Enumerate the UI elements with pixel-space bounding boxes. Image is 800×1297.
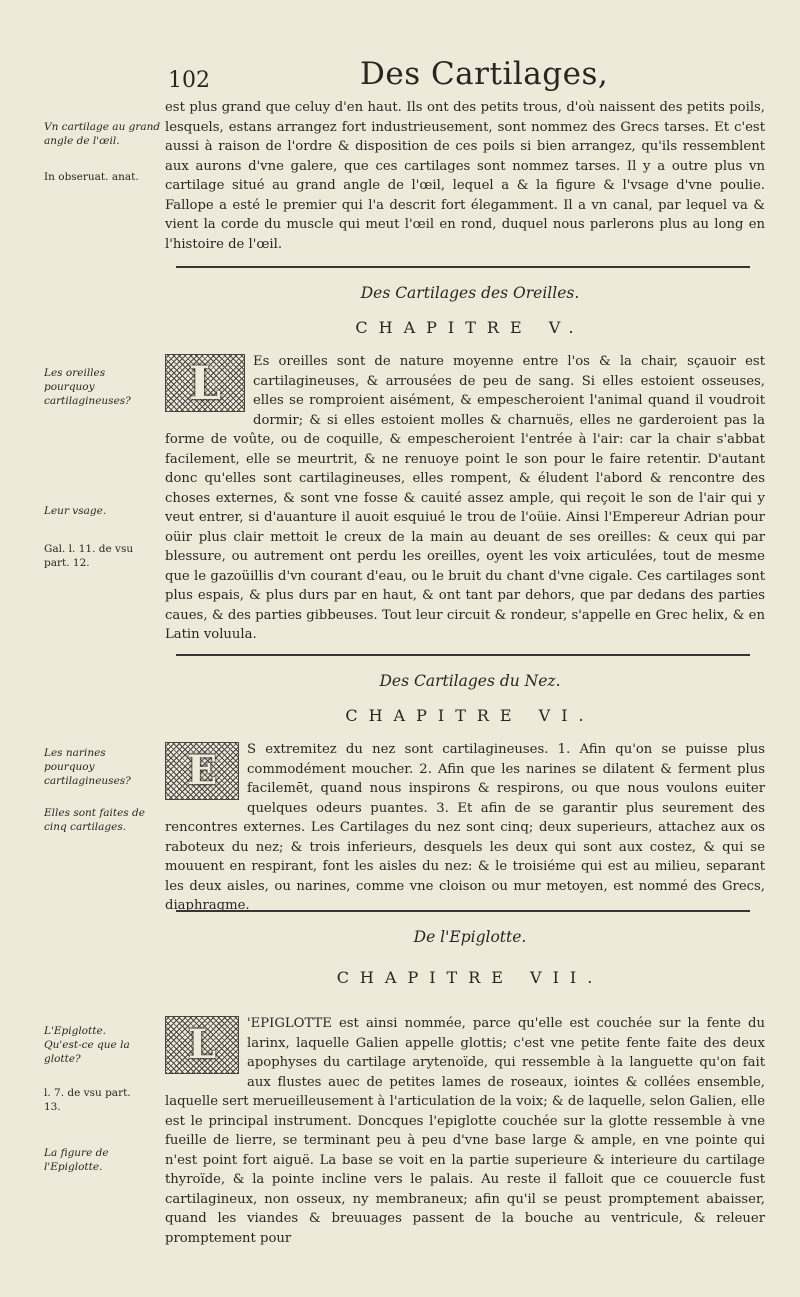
margin-note: L'Epiglotte. Qu'est-ce que la glotte? (44, 1025, 130, 1065)
margin-note: Vn cartilage au grand angle de l'œil. (44, 121, 161, 147)
decorated-initial: L (165, 354, 245, 412)
chapter-heading: CHAPITRE VI. (345, 706, 595, 725)
chapter-heading: CHAPITRE VII. (336, 968, 604, 987)
section-text (165, 352, 765, 645)
decorated-initial: E (165, 742, 239, 800)
page-header (160, 56, 760, 96)
section-body: 'EPIGLOTTE est ainsi nommée, parce qu'elle est couchée sur la fente du larinx, laquelle Galien appelle glottis; c'est vne petite fente faite des deux apophyses du cartilage arytenoïde, qui ressemble à la languette qu'on fait aux flustes auec de petites lames de roseaux, iointes & collées ensemble, laquelle sert merueilleusement à l'articulation de la voix; & de laquelle, selon Galien, elle est le principal instrument. Doncques l'epiglotte couchée sur la glotte ressemble à vne fueille de lierre, se terminant peu à peu d'vne base large & ample, en vne pointe qui n'est point fort aiguë. La base se voit en la partie superieure & interieure du cartilage thyroïde, & la pointe incline vers le palais. Au reste il falloit que ce couuercle fust cartilagineux, non osseux, ny membraneux; afin qu'il se peust promptement abaisser, quand les viandes & breuuages passent de la bouche au ventricule, & releuer promptement pour (165, 1016, 765, 1246)
section-divider (176, 654, 750, 656)
margin-note: Les narines pourquoy cartilagineuses? (44, 747, 131, 787)
margin-note: Les oreilles pourquoy cartilagineuses? (44, 367, 131, 407)
page-number: 102 (168, 68, 210, 93)
running-title: Des Cartilages, (360, 56, 609, 92)
section-title: De l'Epiglotte. (413, 928, 527, 946)
intro-paragraph: est plus grand que celuy d'en haut. Ils ont des petits trous, d'où naissent des petits poils, lesquels, estans arrangez fort industrieusement, sont nommez des Grecs tarses. Et c'est aussi à raison de l'ordre & disposition de ces poils si bien arrangez, qu'ils ressemblent aux aurons d'vne galere, que ces cartilages sont nommez tarses. Il y a outre plus vn cartilage situé au grand angle de l'œil, lequel a & la figure & l'vsage d'vne poulie. Fallope a esté le premier qui l'a descrit fort élegamment. Il a vn canal, par lequel va & vient la corde du muscle qui meut l'œil en rond, duquel nous parlerons plus au long en l'histoire de l'œil. (165, 100, 765, 252)
section-body: S extremitez du nez sont cartilagineuses. 1. Afin qu'on se puisse plus commodément moucher. 2. Afin que les narines se dilatent & ferment plus facilemēt, quand nous inspirons & respirons, ou que nous voulons euiter quelques odeurs puantes. 3. Et afin de se garantir plus seurement des rencontres externes. Les Cartilages du nez sont cinq; deux superieurs, attachez aux os raboteux du nez; & trois inferieurs, desquels les deux qui sont aux costez, & qui se mouuent en respirant, font les aisles du nez: & le troisiéme qui est au milieu, separant les deux aisles, ou narines, comme vne cloison ou mur metoyen, est nommé des Grecs, diaphragme. (165, 742, 765, 913)
margin-note: Leur vsage. (44, 505, 107, 517)
decorated-initial: L (165, 1016, 239, 1074)
section-divider (176, 910, 750, 912)
section-title: Des Cartilages du Nez. (379, 672, 561, 690)
margin-note: Gal. l. 11. de vsu part. 12. (44, 543, 134, 569)
section-text (165, 740, 765, 916)
margin-note: Elles sont faites de cinq cartilages. (44, 807, 145, 833)
margin-note: l. 7. de vsu part. 13. (44, 1087, 131, 1113)
section-title: Des Cartilages des Oreilles. (360, 284, 580, 302)
margin-note: In obseruat. anat. (44, 171, 139, 183)
section-divider (176, 266, 750, 268)
section-body: Es oreilles sont de nature moyenne entre l'os & la chair, sçauoir est cartilagineuses, & arrousées de peu de sang. Si elles estoient osseuses, elles se romproient aisément, & empescheroient l'animal quand il voudroit dormir; & si elles estoient molles & charnuës, elles ne garderoient pas la forme de voûte, ou de coquille, & empescheroient l'entrée à l'air: car la chair s'abbat facilement, elle se meurtrit, & ne renuoye point le son pour le faire retentir. D'autant donc qu'elles sont cartilagineuses, elles rompent, & éludent l'abord & rencontre des choses externes, & sont vne fosse & cauité assez ample, qui reçoit le son de l'air qui y veut entrer, si d'auanture il auoit esquiué le trou de l'oüie. Ainsi l'Empereur Adrian pour oüir plus clair mettoit le creux de la main au deuant de ses oreilles: & ceux qui par blessure, ou autrement ont perdu les oreilles, oyent les voix articulées, tout de mesme que le gazoüillis d'vn courant d'eau, ou le bruit du chant d'vne cigale. Ces cartilages sont plus espais, & plus durs par en haut, & ont tant par dehors, que par dedans des parties caues, & des parties gibbeuses. Tout leur circuit & rondeur, s'appelle en Grec helix, & en Latin voluula. (165, 354, 765, 642)
section-text (165, 1014, 765, 1248)
chapter-heading: CHAPITRE V. (355, 318, 585, 337)
margin-note: La figure de l'Epiglotte. (44, 1147, 109, 1173)
